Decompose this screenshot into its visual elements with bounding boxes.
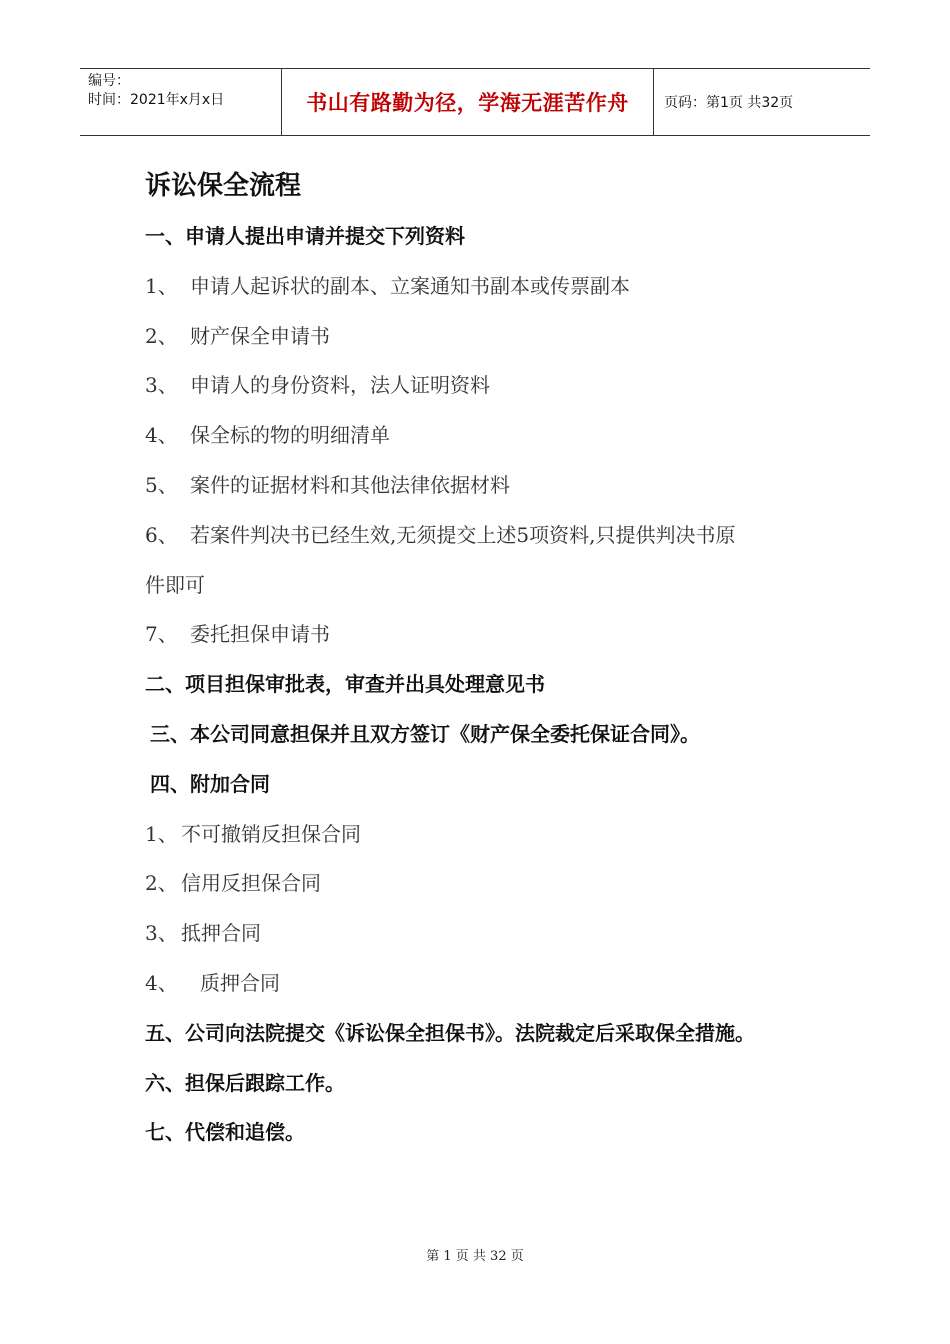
list-item — [145, 262, 845, 312]
header-page-cell — [654, 69, 870, 135]
section-heading-3: 三、本公司同意担保并且双方签订《财产保全委托保证合同》。 — [150, 721, 700, 746]
list-item — [145, 511, 845, 561]
list-item-number: 5、 — [145, 472, 178, 497]
section-heading-5: 五、公司向法院提交《诉讼保全担保书》。法院裁定后采取保全措施。 — [145, 1020, 755, 1045]
page-header — [80, 68, 870, 136]
list-item-text: 质押合同 — [200, 970, 280, 995]
list-item-number: 4、 — [145, 423, 178, 448]
section-heading-1: 一、申请人提出申请并提交下列资料 — [145, 224, 465, 248]
header-motto: 书山有路勤为径，学海无涯苦作舟 — [306, 91, 629, 115]
section-heading-6: 六、担保后跟踪工作。 — [145, 1070, 345, 1095]
list-item-number: 1、 — [145, 821, 178, 846]
list-item — [145, 810, 845, 860]
list-item-text: 抵押合同 — [181, 921, 261, 946]
list-item — [145, 361, 845, 411]
list-item — [145, 610, 845, 660]
list-item-number: 4、 — [145, 970, 178, 995]
section-heading-7: 七、代偿和追偿。 — [145, 1120, 305, 1145]
list-item-number: 3、 — [145, 373, 178, 398]
header-motto-cell — [282, 69, 654, 135]
header-left-cell — [80, 69, 282, 135]
list-item — [145, 461, 845, 511]
list-item-text: 案件的证据材料和其他法律依据材料 — [190, 472, 510, 497]
list-item-text: 不可撤销反担保合同 — [181, 821, 361, 846]
list-item-text: 申请人起诉状的副本、立案通知书副本或传票副本 — [190, 273, 630, 298]
list-item-text: 委托担保申请书 — [190, 622, 330, 647]
time-label: 时间：2021年x月x日 — [88, 92, 225, 108]
list-item — [145, 959, 845, 1009]
list-item-number: 2、 — [145, 323, 178, 348]
document-title: 诉讼保全流程 — [145, 171, 302, 201]
document-body — [145, 160, 845, 1158]
list-item-text: 财产保全申请书 — [190, 323, 330, 348]
header-page-label: 页码：第1页 共32页 — [664, 95, 794, 111]
page-footer — [0, 1245, 950, 1264]
list-item-text: 申请人的身份资料，法人证明资料 — [190, 373, 490, 398]
list-item — [145, 411, 845, 461]
list-item-text: 信用反担保合同 — [181, 871, 321, 896]
list-item — [145, 859, 845, 909]
footer-page-number: 第 1 页 共 32 页 — [426, 1249, 524, 1264]
section-heading-4: 四、附加合同 — [150, 771, 270, 796]
list-item-text: 若案件判决书已经生效,无须提交上述5项资料,只提供判决书原 — [190, 522, 736, 547]
list-item-number: 2、 — [145, 871, 178, 896]
list-item-text: 保全标的物的明细清单 — [190, 423, 390, 448]
list-item-number: 6、 — [145, 522, 178, 547]
list-item-number: 7、 — [145, 622, 178, 647]
list-item-text: 件即可 — [145, 572, 205, 597]
list-item — [145, 909, 845, 959]
list-item — [145, 312, 845, 362]
list-item-number: 3、 — [145, 921, 178, 946]
number-label: 编号： — [88, 73, 130, 89]
section-heading-2: 二、项目担保审批表，审查并出具处理意见书 — [145, 672, 545, 697]
list-item-continuation — [145, 561, 845, 611]
list-item-number: 1、 — [145, 273, 178, 298]
